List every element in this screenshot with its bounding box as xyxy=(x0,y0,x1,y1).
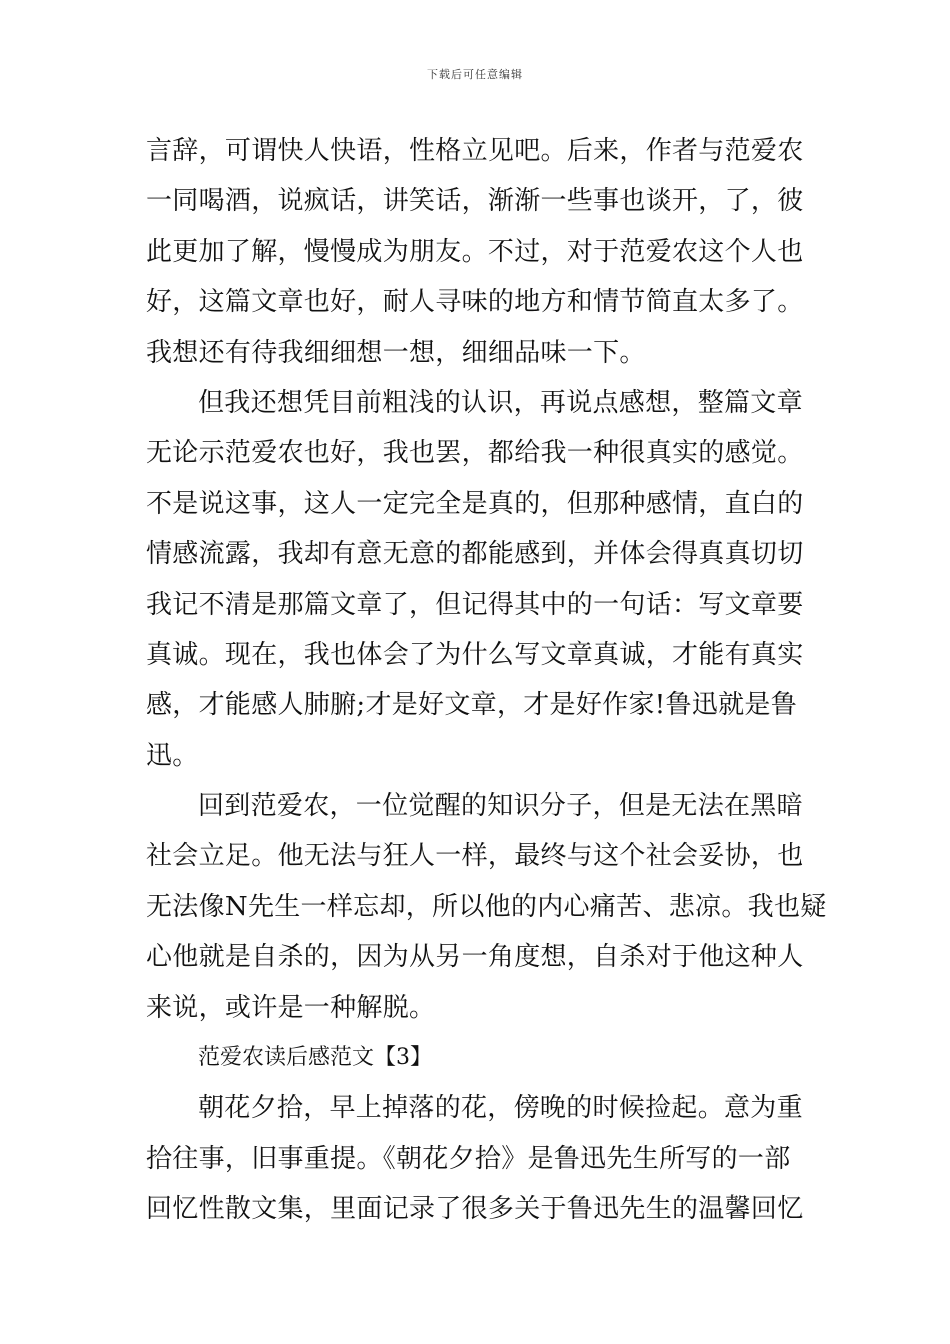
text-line: 感，才能感人肺腑;才是好文章，才是好作家!鲁迅就是鲁 xyxy=(146,690,798,721)
text-line: 此更加了解，慢慢成为朋友。不过，对于范爱农这个人也 xyxy=(146,236,804,267)
text-line: 来说，或许是一种解脱。 xyxy=(146,992,436,1023)
document-body xyxy=(146,126,827,1235)
text-line: 不是说这事，这人一定完全是真的，但那种感情，直白的 xyxy=(146,488,804,519)
text-line: 我想还有待我细细想一想，细细品味一下。 xyxy=(146,337,646,368)
text-line: 言辞，可谓快人快语，性格立见吧。后来，作者与范爱农 xyxy=(146,136,804,166)
text-line: 社会立足。他无法与狂人一样，最终与这个社会妥协，也 xyxy=(146,841,804,872)
paragraph-start-line: 回到范爱农，一位觉醒的知识分子，但是无法在黑暗 xyxy=(198,791,803,822)
text-line: 情感流露，我却有意无意的都能感到，并体会得真真切切 xyxy=(146,539,804,570)
text-line: 我记不清是那篇文章了，但记得其中的一句话：写文章要 xyxy=(146,589,804,620)
text-line: 迅。 xyxy=(146,740,199,771)
text-line: 回忆性散文集，里面记录了很多关于鲁迅先生的温馨回忆 xyxy=(146,1194,804,1225)
paragraph-start-line: 朝花夕拾，早上掉落的花，傍晚的时候捡起。意为重 xyxy=(198,1093,803,1124)
text-line: 一同喝酒，说疯话，讲笑话，渐渐一些事也谈开，了，彼 xyxy=(146,186,804,217)
text-line: 真诚。现在，我也体会了为什么写文章真诚，才能有真实 xyxy=(146,639,804,670)
text-line: 心他就是自杀的，因为从另一角度想，自杀对于他这种人 xyxy=(146,942,804,973)
text-line: 无论示范爱农也好，我也罢，都给我一种很真实的感觉。 xyxy=(146,438,804,469)
page-header: 下载后可任意编辑 xyxy=(427,68,523,81)
paragraph-start-line: 但我还想凭目前粗浅的认识，再说点感想，整篇文章 xyxy=(198,387,803,418)
text-line: 拾往事，旧事重提。《朝花夕拾》是鲁迅先生所写的一部 xyxy=(146,1143,791,1174)
section-heading: 范爱农读后感范文【3】 xyxy=(198,1045,432,1071)
text-line: 无法像N先生一样忘却，所以他的内心痛苦、悲凉。我也疑 xyxy=(146,891,827,922)
text-line: 好，这篇文章也好，耐人寻味的地方和情节简直太多了。 xyxy=(146,287,804,318)
